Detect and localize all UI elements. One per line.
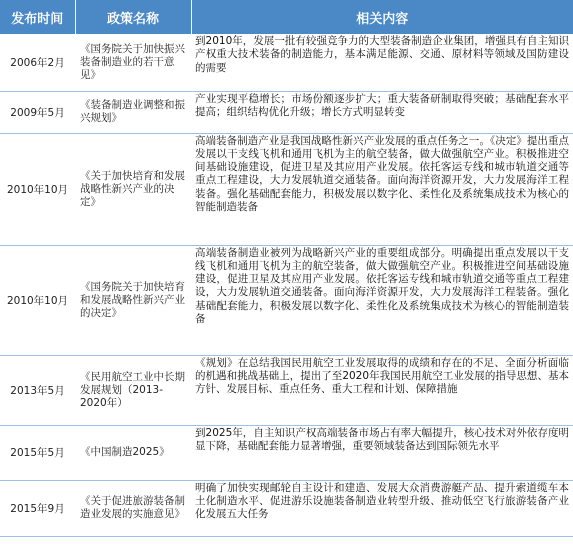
table-row bbox=[0, 133, 573, 245]
row-policy-name: 《民用航空工业中长期发展规划（2013-2020年） bbox=[75, 355, 191, 425]
row-content: 到2010年，发展一批有较强竞争力的大型装备制造企业集团，增强具有自主知识产权重大技术装备的制造能力，基本满足能源、交通、原材料等领域及国防建设的需要 bbox=[191, 34, 573, 91]
row-content: 《规划》在总结我国民用航空工业发展取得的成绩和存在的不足、全面分析面临的机遇和挑战基础上，提出了至2020年我国民用航空工业发展的指导思想、基本方针、发展目标、重点任务、重大工程和计划、保障措施 bbox=[191, 355, 573, 425]
header-date: 发布时间 bbox=[0, 0, 75, 34]
row-date: 2009年5月 bbox=[0, 91, 75, 133]
row-content: 明确了加快实现邮轮自主设计和建造、发展大众消费游艇产品、提升索道缆车本土化制造水平、促进游乐设施装备制造业转型升级、推动低空飞行旅游装备产业化发展五大任务 bbox=[191, 480, 573, 536]
row-date: 2015年5月 bbox=[0, 425, 75, 480]
table-row bbox=[0, 425, 573, 480]
table-row bbox=[0, 34, 573, 91]
row-date: 2010年10月 bbox=[0, 133, 75, 245]
row-date: 2015年9月 bbox=[0, 480, 75, 536]
table-row bbox=[0, 91, 573, 133]
table-row bbox=[0, 355, 573, 425]
table-header-row bbox=[0, 0, 573, 34]
row-content: 产业实现平稳增长；市场份额逐步扩大；重大装备研制取得突破；基础配套水平提高；组织结构优化升级；增长方式明显转变 bbox=[191, 91, 573, 133]
table-row bbox=[0, 245, 573, 355]
row-policy-name: 《关于促进旅游装备制造业发展的实施意见》 bbox=[75, 480, 191, 536]
table-row bbox=[0, 480, 573, 536]
row-date: 2013年5月 bbox=[0, 355, 75, 425]
row-policy-name: 《国务院关于加快培育和发展战略性新兴产业的决定》 bbox=[75, 245, 191, 355]
row-date: 2006年2月 bbox=[0, 34, 75, 91]
row-policy-name: 《装备制造业调整和振兴规划》 bbox=[75, 91, 191, 133]
row-policy-name: 《国务院关于加快振兴装备制造业的若干意见》 bbox=[75, 34, 191, 91]
row-date: 2010年10月 bbox=[0, 245, 75, 355]
row-policy-name: 《关于加快培育和发展战略性新兴产业的决定》 bbox=[75, 133, 191, 245]
header-content: 相关内容 bbox=[191, 0, 573, 34]
row-content: 高端装备制造产业是我国战略性新兴产业发展的重点任务之一。《决定》提出重点发展以干支线飞机和通用飞机为主的航空装备，做大做强航空产业。积极推进空间基础设施建设，促进卫星及其应用产业发展。依托客运专线和城市轨道交通等重点工程建设，大力发展轨道交通装备。面向海洋资源开发，大力发展海洋工程装备。强化基础配套能力，积极发展以数字化、柔性化及系统集成技术为核心的智能制造装备 bbox=[191, 133, 573, 245]
row-policy-name: 《中国制造2025》 bbox=[75, 425, 191, 480]
row-content: 到2025年，自主知识产权高端装备市场占有率大幅提升，核心技术对外依存度明显下降，基础配套能力显著增强，重要领域装备达到国际领先水平 bbox=[191, 425, 573, 480]
header-policy-name: 政策名称 bbox=[75, 0, 191, 34]
row-content: 高端装备制造业被列为战略新兴产业的重要组成部分。明确提出重点发展以干支线飞机和通用飞机为主的航空装备，做大做强航空产业。积极推进空间基础设施建设，促进卫星及其应用产业发展。依托客运专线和城市轨道交通等重点工程建设，大力发展轨道交通装备。面向海洋资源开发，大力发展海洋工程装备。强化基础配套能力，积极发展以数字化、柔性化及系统集成技术为核心的智能制造装备 bbox=[191, 245, 573, 355]
